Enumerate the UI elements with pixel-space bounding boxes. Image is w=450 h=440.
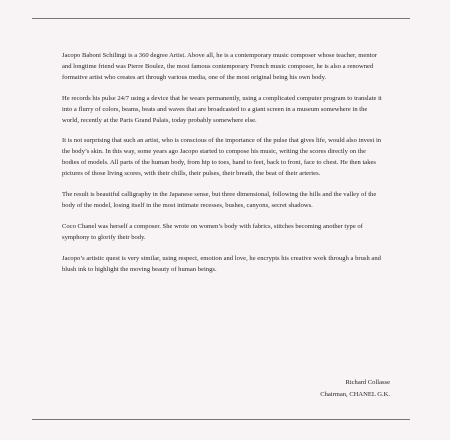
top-divider bbox=[32, 18, 410, 19]
paragraph-2: He records his pulse 24/7 using a device that he wears permanently, using a complicated computer program to translate it into a flurry of colors, beams, beats and waves that are broadcasted to a giant screen in a museum somewhere in the world, recently at the Paris Grand Palais, today probably somewhere else. bbox=[62, 94, 382, 124]
paragraph-3: It is not surprising that such an artist, who is conscious of the importance of the pulse that gives life, would also invest in the body’s skin. In this way, some years ago Jacopo started to compose his music, writing the scores directly on the bodies of models. All parts of the human body, from hip to toes, hand to feet, back to front, face to chest. He then takes pictures of those living scores, with their chills, their pulses, their breath, the beat of their arteries. bbox=[62, 137, 382, 178]
paragraph-6: Jacopo’s artistic quest is very similar, using respect, emotion and love, he encrypts his creative work through a brush and blush ink to highlight the moving beauty of human beings. bbox=[62, 254, 381, 273]
bottom-divider bbox=[32, 419, 410, 420]
signature-title: Chairman, CHANEL G.K. bbox=[320, 390, 390, 398]
signature-block bbox=[320, 377, 390, 400]
paragraph-4: The result is beautiful calligraphy in the Japanese sense, but three dimensional, following the hills and the valley of the body of the model, losing itself in the most intimate recesses, bushes, canyons, secret shadows. bbox=[62, 191, 377, 209]
paragraph-5: Coco Chanel was herself a composer. She wrote on women’s body with fabrics, stitches becoming another type of symphony to glorify their body. bbox=[62, 222, 363, 241]
paragraph-1: Jacopo Baboni Schilingi is a 360 degree Artist. Above all, he is a contemporary music composer whose teacher, mentor and longtime friend was Pierre Boulez, the most famous contemporary French music composer, he is also a renowned formative artist who creates art through various media, one of the most original being his own body. bbox=[62, 52, 377, 81]
letter-body bbox=[62, 51, 384, 286]
signature-name: Richard Collasse bbox=[345, 379, 390, 386]
